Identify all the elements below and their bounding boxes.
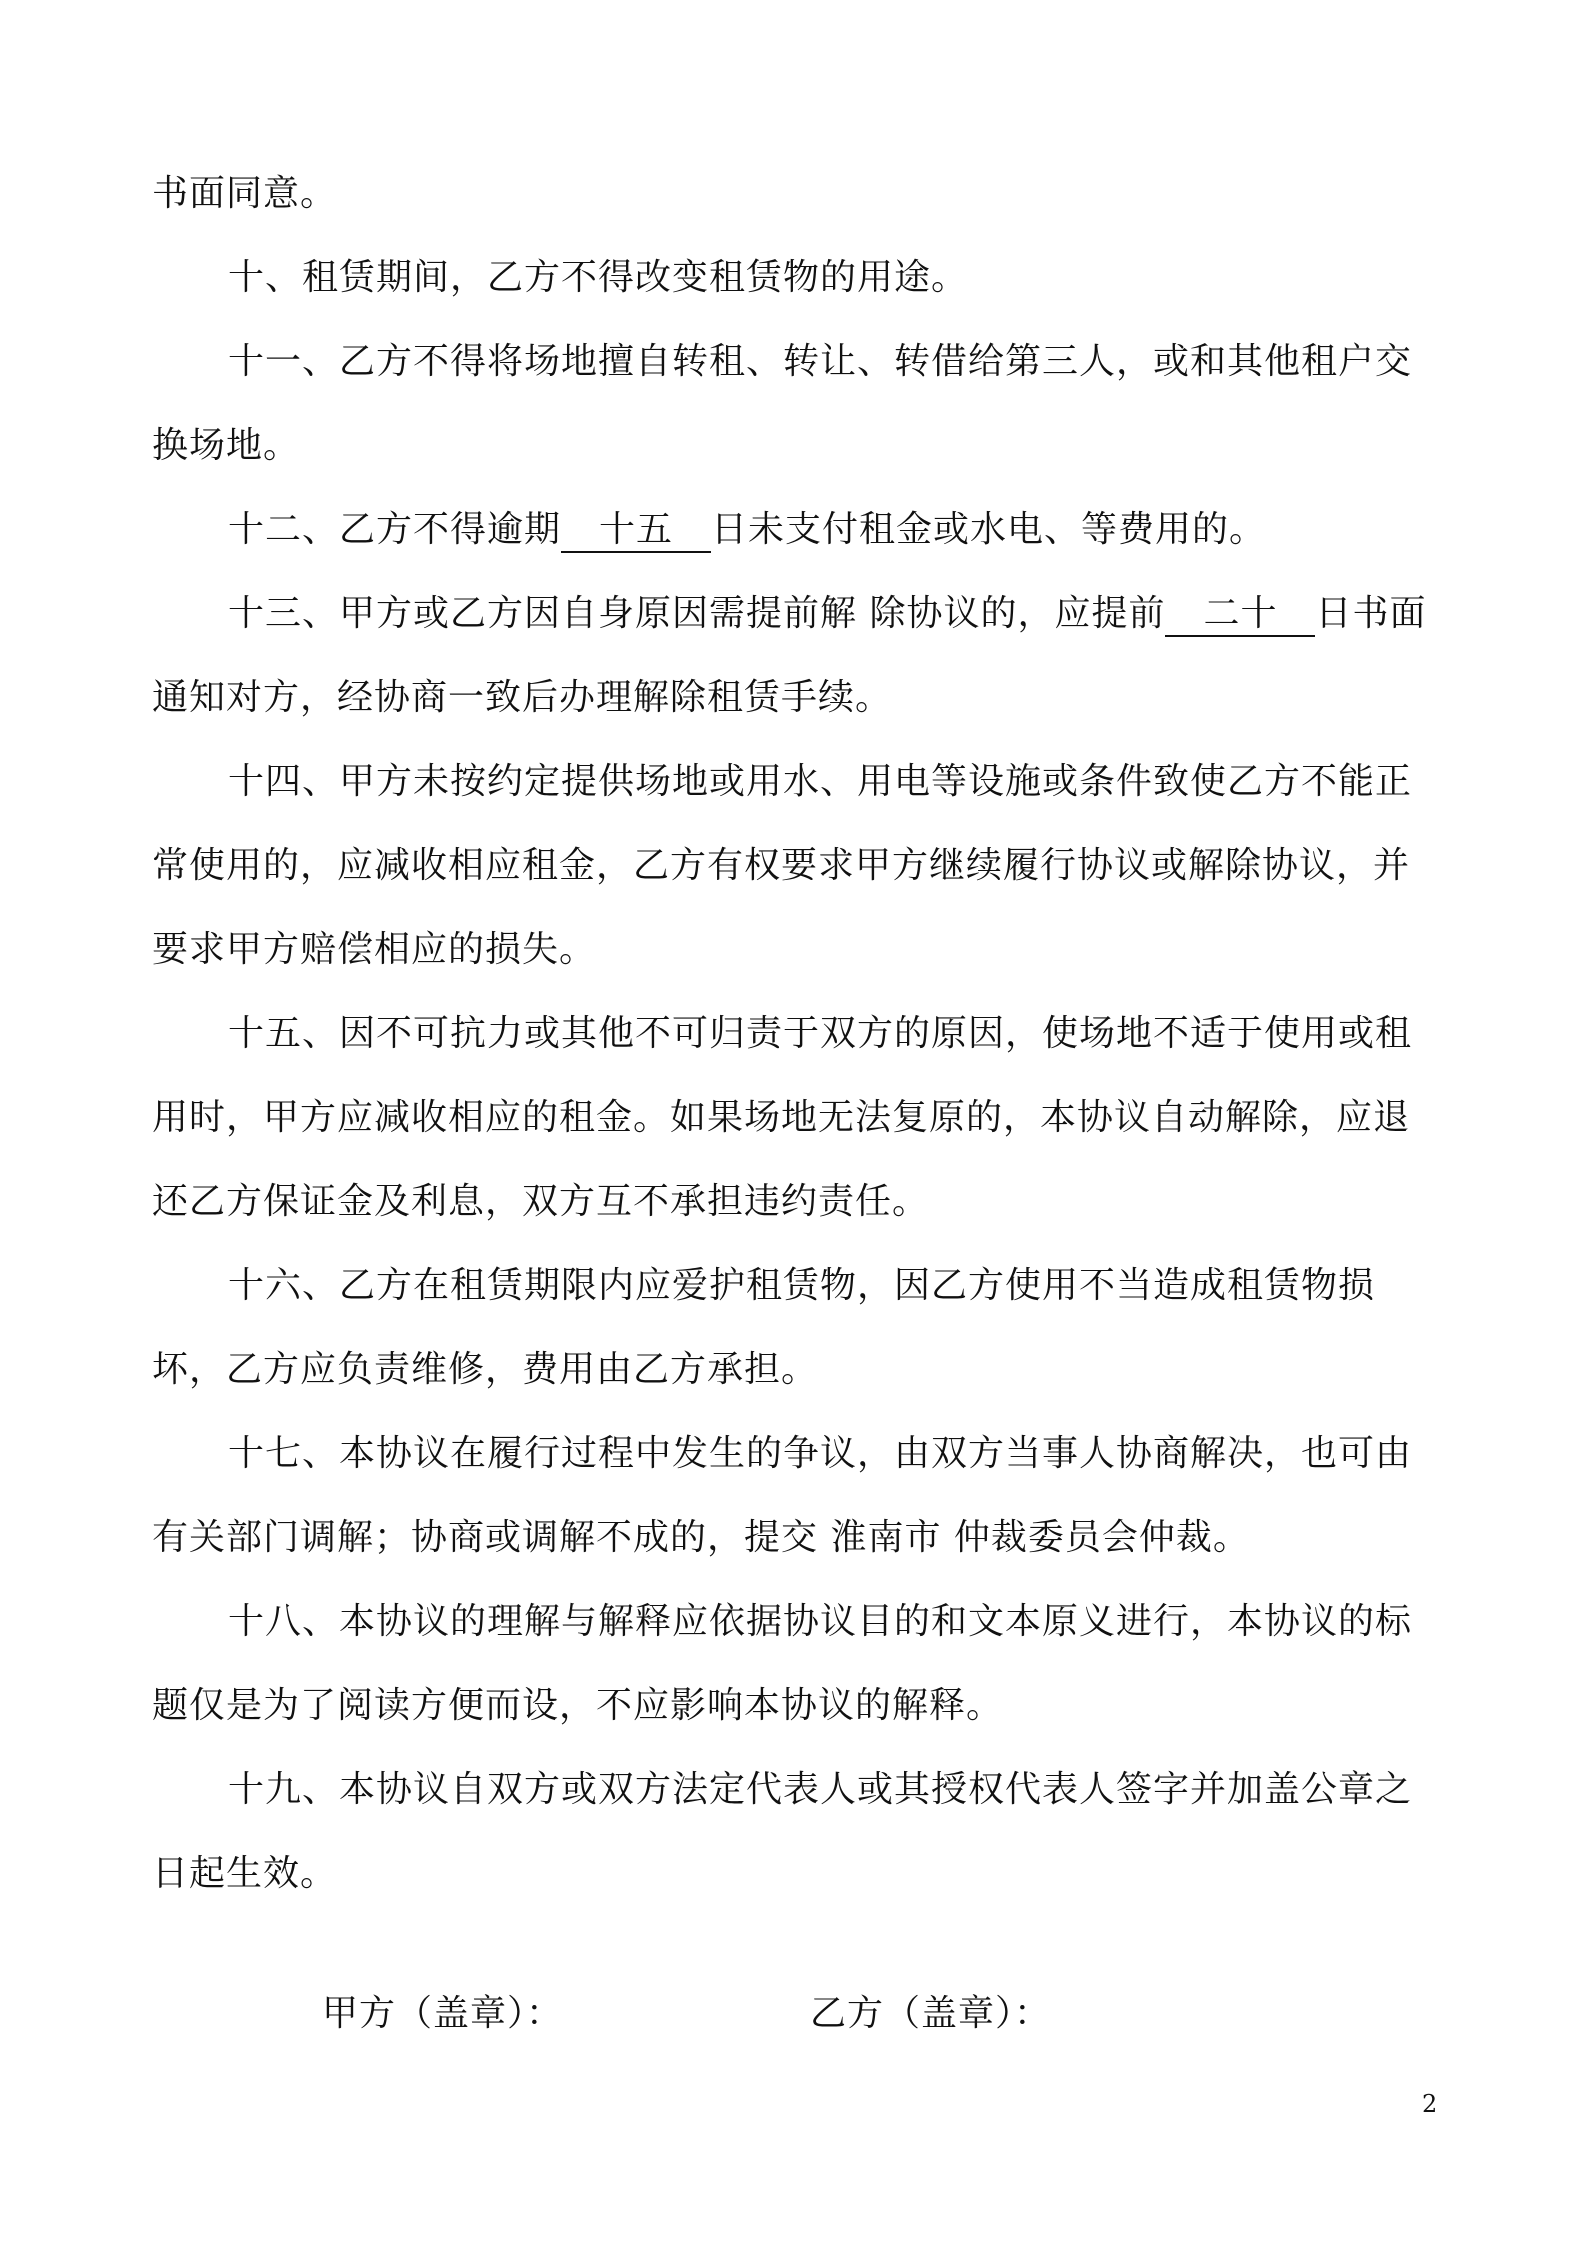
clause-12-blank-days: 十五 xyxy=(561,509,711,553)
clause-13 xyxy=(152,572,1442,740)
clause-13-prefix: 十三、甲方或乙方因自身原因需提前解 除协议的，应提前 xyxy=(228,593,1166,634)
clause-17-prefix: 十七、本协议在履行过程中发生的争议，由双方当事人协商解决，也可由有关部门调解；协商或调解不成的，提交 xyxy=(152,1433,1413,1558)
clause-16: 十六、乙方在租赁期限内应爱护租赁物，因乙方使用不当造成租赁物损坏，乙方应负责维修，费用由乙方承担。 xyxy=(152,1265,1376,1390)
clause-12-suffix: 日未支付租金或水电、等费用的。 xyxy=(711,509,1267,550)
contract-body xyxy=(152,152,1442,1916)
paragraph-continuation: 书面同意。 xyxy=(152,173,338,214)
page-number: 2 xyxy=(1422,2090,1438,2118)
clause-15: 十五、因不可抗力或其他不可归责于双方的原因，使场地不适于使用或租用时，甲方应减收相应的租金。如果场地无法复原的，本协议自动解除，应退还乙方保证金及利息，双方互不承担违约责任。 xyxy=(152,1013,1413,1222)
clause-11: 十一、乙方不得将场地擅自转租、转让、转借给第三人，或和其他租户交换场地。 xyxy=(152,341,1413,466)
clause-19: 十九、本协议自双方或双方法定代表人或其授权代表人签字并加盖公章之日起生效。 xyxy=(152,1769,1413,1894)
clause-12-prefix: 十二、乙方不得逾期 xyxy=(228,509,562,550)
party-b-seal-label: 乙方（盖章）： xyxy=(810,1993,1052,2034)
clause-14: 十四、甲方未按约定提供场地或用水、用电等设施或条件致使乙方不能正常使用的，应减收相应租金，乙方有权要求甲方继续履行协议或解除协议，并要求甲方赔偿相应的损失。 xyxy=(152,761,1413,970)
clause-13-blank-days: 二十 xyxy=(1165,593,1315,637)
clause-13-suffix: 日书面通知对方，经协商一致后办理解除租赁手续。 xyxy=(152,593,1427,718)
clause-12 xyxy=(152,488,1442,572)
clause-10: 十、租赁期间，乙方不得改变租赁物的用途。 xyxy=(228,257,969,298)
clause-18: 十八、本协议的理解与解释应依据协议目的和文本原义进行，本协议的标题仅是为了阅读方便而设，不应影响本协议的解释。 xyxy=(152,1601,1413,1726)
party-a-seal-label: 甲方（盖章）： xyxy=(322,1993,564,2034)
clause-17-suffix: 仲裁委员会仲裁。 xyxy=(953,1517,1250,1558)
clause-17 xyxy=(152,1412,1442,1580)
clause-17-city: 淮南市 xyxy=(818,1517,954,1558)
